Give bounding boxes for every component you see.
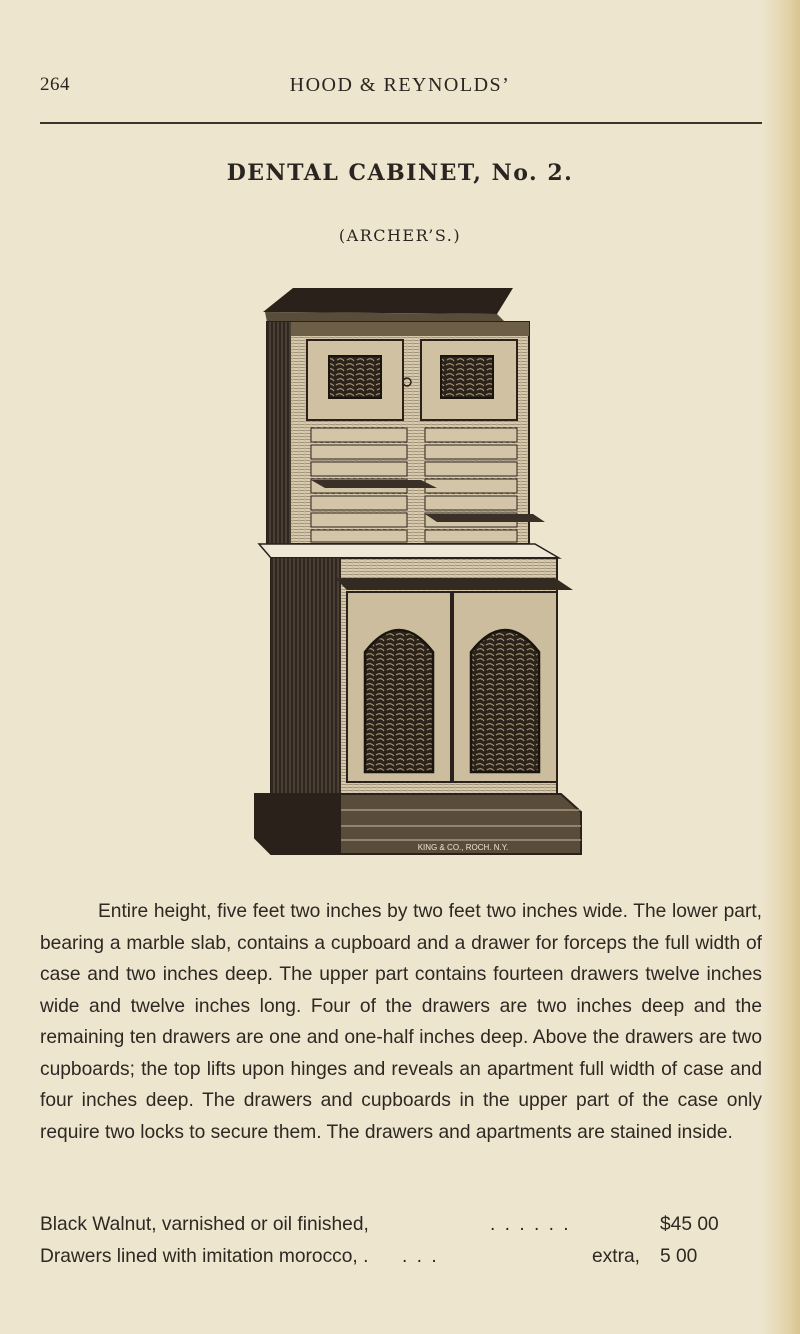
upper-case — [267, 322, 545, 544]
price-leader: . . . . . . — [490, 1214, 571, 1235]
running-head: HOOD & REYNOLDS’ — [289, 74, 511, 96]
price-amount: $45 00 — [660, 1214, 719, 1235]
engraver-mark: KING & CO., ROCH. N.Y. — [417, 843, 509, 852]
page-header — [40, 74, 760, 104]
cabinet-engraving — [215, 282, 595, 862]
page-subtitle: (ARCHER’S.) — [338, 226, 462, 245]
price-row — [40, 1246, 762, 1278]
price-amount: 5 00 — [660, 1246, 698, 1267]
lower-case — [271, 558, 573, 794]
page-number: 264 — [40, 74, 70, 95]
page-title: DENTAL CABINET, No. 2. — [226, 160, 574, 186]
price-item: Black Walnut, varnished or oil finished, — [40, 1214, 369, 1235]
cabinet-description: Entire height, five feet two inches by two feet two inches wide. The lower part, bearing a marble slab, contains a cupboard and a drawer for forceps the full width of case and two inches deep. The upper part contains fourteen drawers twelve inches wide and twelve inches long. Four of the drawers are two inches deep and the remaining ten drawers are one and one-half inches deep. Above the drawers are two cupboards; the top lifts upon hinges and reveals an apartment full width of case and four inches deep. The drawers and cupboards in the upper part of the case only require two locks to secure them. The drawers and apartments are stained inside. — [40, 901, 762, 1143]
upper-drawers-right — [425, 428, 517, 542]
price-leader: . . . — [402, 1246, 439, 1267]
header-rule — [40, 122, 762, 124]
price-row — [40, 1214, 762, 1246]
price-note: extra, — [592, 1246, 640, 1267]
marble-slab — [259, 544, 559, 558]
price-item: Drawers lined with imitation morocco, . — [40, 1246, 369, 1267]
cabinet-lid — [263, 288, 513, 322]
page-edge-shading — [762, 0, 800, 1334]
